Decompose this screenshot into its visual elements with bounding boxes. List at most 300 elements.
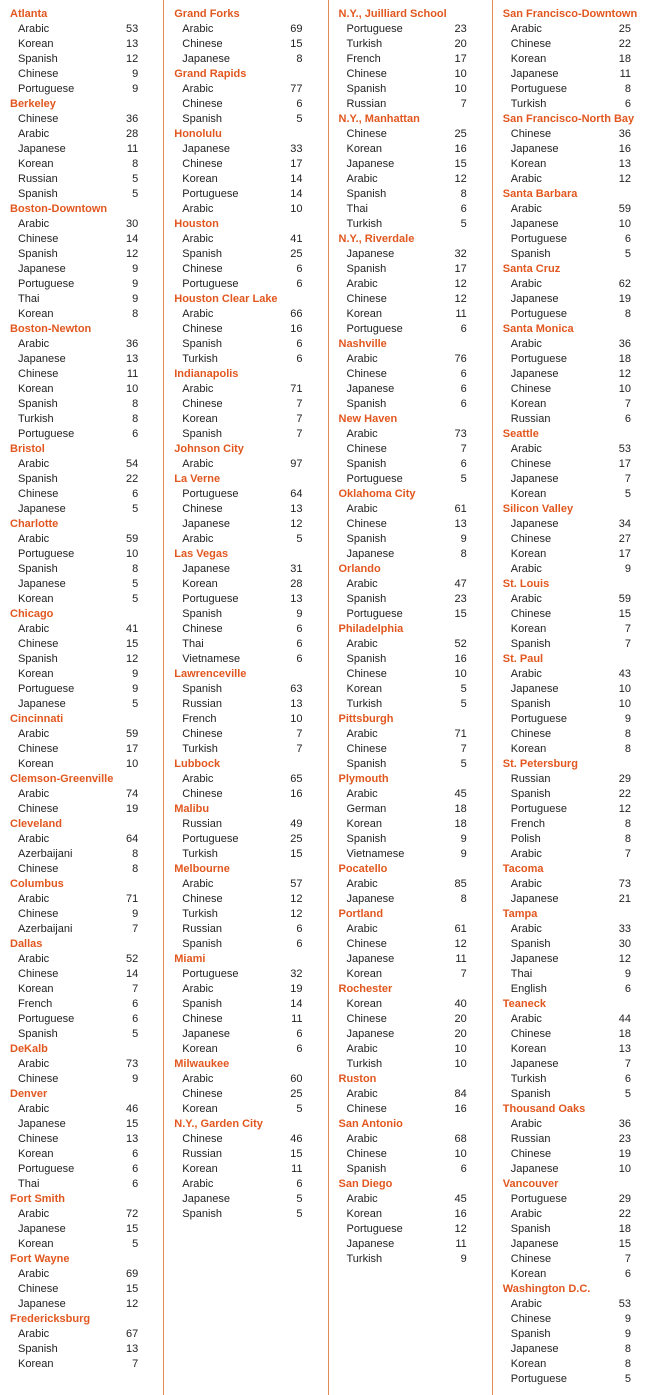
- language-row: [10, 667, 163, 682]
- language-count: 8: [624, 818, 631, 830]
- language-count: 10: [618, 698, 631, 710]
- language-count: 5: [296, 1193, 303, 1205]
- language-row: [339, 397, 492, 412]
- language-name: English: [510, 983, 547, 995]
- language-count: 6: [132, 1148, 139, 1160]
- language-name: Arabic: [346, 923, 378, 935]
- language-name: Chinese: [510, 533, 552, 545]
- language-count: 19: [618, 293, 631, 305]
- language-count: 18: [454, 818, 467, 830]
- language-row: [174, 397, 327, 412]
- language-count: 12: [618, 173, 631, 185]
- language-row: [174, 622, 327, 637]
- language-count: 17: [454, 263, 467, 275]
- language-row: [503, 457, 656, 472]
- language-row: [339, 1207, 492, 1222]
- language-row: [10, 127, 163, 142]
- language-row: [339, 22, 492, 37]
- language-row: [10, 682, 163, 697]
- language-name: Thai: [18, 293, 40, 305]
- language-name: Japanese: [18, 143, 66, 155]
- language-count: 6: [624, 98, 631, 110]
- language-row: [174, 352, 327, 367]
- language-name: Spanish: [346, 188, 387, 200]
- language-row: [10, 367, 163, 382]
- language-count: 54: [126, 458, 139, 470]
- language-row: [339, 892, 492, 907]
- language-name: Korean: [18, 1358, 54, 1370]
- language-row: [10, 52, 163, 67]
- language-row: [503, 1342, 656, 1357]
- language-row: [10, 892, 163, 907]
- language-name: Arabic: [18, 1208, 50, 1220]
- language-name: Chinese: [182, 398, 223, 410]
- language-name: Korean: [346, 143, 382, 155]
- language-count: 9: [132, 278, 139, 290]
- city-name: St. Petersburg: [502, 758, 578, 770]
- language-row: [10, 637, 163, 652]
- language-row: [339, 592, 492, 607]
- language-count: 16: [454, 143, 467, 155]
- language-count: 16: [290, 323, 303, 335]
- language-name: Chinese: [18, 1133, 59, 1145]
- city-name: San Antonio: [338, 1118, 403, 1130]
- city-section: [503, 907, 656, 997]
- language-row: [10, 832, 163, 847]
- language-row: [10, 472, 163, 487]
- language-row: [339, 217, 492, 232]
- language-name: Korean: [18, 158, 54, 170]
- language-row: [10, 1072, 163, 1087]
- language-row: [174, 637, 327, 652]
- language-name: Korean: [510, 743, 547, 755]
- language-name: Arabic: [18, 893, 50, 905]
- language-count: 8: [624, 1343, 631, 1355]
- language-name: Portuguese: [346, 323, 403, 335]
- city-name: Malibu: [174, 803, 210, 815]
- city-name: Columbus: [10, 878, 64, 890]
- language-row: [339, 742, 492, 757]
- language-count: 47: [454, 578, 467, 590]
- language-row: [503, 22, 656, 37]
- city-name: N.Y., Manhattan: [338, 113, 420, 125]
- language-count: 14: [290, 188, 303, 200]
- city-section: [10, 97, 163, 202]
- language-count: 9: [132, 83, 139, 95]
- language-name: Japanese: [346, 158, 395, 170]
- language-count: 8: [460, 893, 467, 905]
- language-count: 41: [290, 233, 303, 245]
- city-section: [10, 817, 163, 877]
- language-count: 59: [126, 533, 139, 545]
- language-count: 6: [296, 98, 303, 110]
- language-row: [174, 322, 327, 337]
- language-row: [174, 1012, 327, 1027]
- language-count: 29: [618, 773, 631, 785]
- language-name: French: [18, 998, 53, 1010]
- city-section: [10, 877, 163, 937]
- language-count: 8: [132, 413, 139, 425]
- city-section: [174, 667, 327, 757]
- language-name: Portuguese: [18, 683, 75, 695]
- language-name: Arabic: [346, 1133, 378, 1145]
- language-row: [174, 502, 327, 517]
- language-name: Arabic: [510, 878, 542, 890]
- language-count: 23: [454, 23, 467, 35]
- language-name: Arabic: [182, 308, 214, 320]
- language-count: 10: [290, 713, 303, 725]
- language-name: Turkish: [182, 743, 218, 755]
- language-count: 64: [126, 833, 139, 845]
- language-name: Spanish: [18, 1028, 58, 1040]
- language-name: Japanese: [510, 1163, 559, 1175]
- language-row: [339, 1012, 492, 1027]
- language-count: 9: [132, 263, 139, 275]
- city-section: [503, 262, 656, 322]
- language-row: [339, 922, 492, 937]
- language-count: 17: [290, 158, 303, 170]
- language-row: [10, 277, 163, 292]
- city-section: [174, 127, 327, 217]
- language-name: Korean: [18, 308, 54, 320]
- language-count: 52: [126, 953, 139, 965]
- language-row: [174, 592, 327, 607]
- language-count: 12: [454, 278, 467, 290]
- language-name: Korean: [510, 488, 547, 500]
- language-count: 10: [454, 83, 467, 95]
- language-row: [10, 967, 163, 982]
- language-count: 5: [460, 698, 467, 710]
- language-name: Spanish: [510, 638, 551, 650]
- language-row: [174, 892, 327, 907]
- language-count: 31: [290, 563, 303, 575]
- language-count: 36: [618, 128, 631, 140]
- language-name: Thai: [18, 1178, 40, 1190]
- city-section: [174, 952, 327, 1057]
- city-section: [503, 652, 656, 757]
- language-name: Japanese: [18, 1298, 66, 1310]
- language-name: Chinese: [182, 623, 223, 635]
- language-name: Turkish: [182, 848, 218, 860]
- language-name: Chinese: [346, 68, 387, 80]
- language-row: [174, 727, 327, 742]
- city-name: Cincinnati: [10, 713, 64, 725]
- language-count: 10: [454, 68, 467, 80]
- language-row: [174, 997, 327, 1012]
- city-name: Fort Smith: [10, 1193, 65, 1205]
- report-column-1: [0, 0, 163, 1395]
- city-section: [503, 1282, 656, 1387]
- language-row: [503, 1072, 656, 1087]
- language-name: Chinese: [182, 263, 223, 275]
- language-name: Chinese: [346, 743, 387, 755]
- language-name: Korean: [346, 683, 382, 695]
- language-row: [339, 607, 492, 622]
- language-count: 16: [454, 1103, 467, 1115]
- language-name: Spanish: [510, 1328, 551, 1340]
- language-name: Arabic: [346, 173, 378, 185]
- language-name: Japanese: [346, 248, 395, 260]
- language-count: 25: [618, 23, 631, 35]
- language-count: 62: [618, 278, 631, 290]
- language-name: German: [346, 803, 387, 815]
- language-row: [339, 442, 492, 457]
- language-row: [339, 697, 492, 712]
- language-count: 36: [618, 338, 631, 350]
- language-count: 17: [618, 548, 631, 560]
- language-count: 14: [290, 998, 303, 1010]
- language-count: 7: [460, 968, 467, 980]
- language-count: 14: [126, 968, 139, 980]
- language-name: Japanese: [346, 893, 395, 905]
- language-name: French: [182, 713, 217, 725]
- city-name: Teaneck: [502, 998, 546, 1010]
- language-name: Turkish: [346, 218, 383, 230]
- city-name: Pittsburgh: [338, 713, 394, 725]
- language-name: Chinese: [18, 488, 59, 500]
- city-section: [503, 1177, 656, 1282]
- language-row: [10, 232, 163, 247]
- language-row: [503, 787, 656, 802]
- language-count: 19: [290, 983, 303, 995]
- language-name: Korean: [182, 578, 218, 590]
- city-section: [10, 1312, 163, 1372]
- language-name: Japanese: [510, 1058, 559, 1070]
- language-name: Arabic: [18, 533, 50, 545]
- language-row: [503, 1147, 656, 1162]
- language-count: 18: [618, 53, 631, 65]
- language-name: Turkish: [346, 698, 383, 710]
- language-count: 8: [132, 308, 139, 320]
- city-name: Rochester: [338, 983, 393, 995]
- language-name: Portuguese: [18, 278, 75, 290]
- language-count: 6: [296, 623, 303, 635]
- language-row: [503, 637, 656, 652]
- language-count: 28: [126, 128, 139, 140]
- city-name: Milwaukee: [174, 1058, 230, 1070]
- language-count: 6: [296, 353, 303, 365]
- language-count: 13: [290, 503, 303, 515]
- language-row: [339, 832, 492, 847]
- language-row: [339, 1162, 492, 1177]
- language-count: 12: [454, 173, 467, 185]
- language-name: Spanish: [510, 698, 551, 710]
- language-name: Russian: [346, 98, 387, 110]
- language-name: Arabic: [346, 788, 378, 800]
- city-name: Nashville: [338, 338, 387, 350]
- language-name: Spanish: [346, 1163, 387, 1175]
- language-count: 77: [290, 83, 303, 95]
- language-count: 10: [126, 383, 139, 395]
- language-name: Japanese: [510, 218, 559, 230]
- language-name: Japanese: [510, 368, 559, 380]
- language-name: Japanese: [346, 953, 395, 965]
- language-count: 7: [132, 1358, 139, 1370]
- language-count: 15: [290, 848, 303, 860]
- language-row: [339, 127, 492, 142]
- language-count: 43: [618, 668, 631, 680]
- language-row: [339, 382, 492, 397]
- language-row: [503, 202, 656, 217]
- language-row: [339, 292, 492, 307]
- language-name: Russian: [510, 413, 551, 425]
- city-section: [10, 517, 163, 607]
- language-row: [174, 412, 327, 427]
- language-count: 7: [624, 473, 631, 485]
- language-row: [503, 982, 656, 997]
- language-count: 10: [290, 203, 303, 215]
- language-name: Spanish: [346, 593, 387, 605]
- language-count: 59: [126, 728, 139, 740]
- language-count: 18: [618, 1028, 631, 1040]
- language-count: 5: [296, 533, 303, 545]
- language-count: 6: [460, 458, 467, 470]
- language-count: 15: [454, 158, 467, 170]
- language-row: [339, 727, 492, 742]
- language-row: [174, 1132, 327, 1147]
- language-row: [10, 652, 163, 667]
- language-name: Spanish: [510, 788, 551, 800]
- language-name: Spanish: [346, 398, 387, 410]
- language-count: 11: [291, 1013, 303, 1025]
- language-name: Spanish: [18, 563, 58, 575]
- city-section: [339, 7, 492, 112]
- language-count: 19: [126, 803, 139, 815]
- language-row: [174, 52, 327, 67]
- language-row: [174, 307, 327, 322]
- city-name: Lawrenceville: [174, 668, 247, 680]
- language-row: [10, 352, 163, 367]
- language-count: 8: [624, 1358, 631, 1370]
- language-name: Portuguese: [346, 608, 403, 620]
- language-count: 18: [618, 1223, 631, 1235]
- language-name: Japanese: [18, 578, 66, 590]
- language-name: Chinese: [510, 458, 552, 470]
- language-name: Portuguese: [510, 713, 568, 725]
- language-name: Portuguese: [18, 83, 75, 95]
- language-name: Arabic: [346, 1088, 378, 1100]
- language-name: Arabic: [182, 773, 214, 785]
- language-row: [174, 427, 327, 442]
- language-row: [503, 67, 656, 82]
- city-section: [339, 232, 492, 337]
- language-name: Spanish: [18, 248, 58, 260]
- language-row: [503, 1312, 656, 1327]
- language-count: 73: [454, 428, 467, 440]
- language-name: Japanese: [510, 293, 559, 305]
- language-count: 53: [618, 1298, 631, 1310]
- language-name: Chinese: [182, 1013, 223, 1025]
- language-row: [10, 337, 163, 352]
- language-row: [503, 397, 656, 412]
- city-name: Berkeley: [10, 98, 56, 110]
- city-section: [503, 577, 656, 652]
- language-count: 7: [132, 983, 139, 995]
- language-row: [10, 457, 163, 472]
- language-row: [503, 952, 656, 967]
- city-name: San Francisco-Downtown: [502, 8, 638, 20]
- language-count: 69: [126, 1268, 139, 1280]
- city-section: [10, 202, 163, 322]
- language-row: [339, 352, 492, 367]
- language-name: Japanese: [510, 518, 559, 530]
- language-name: Korean: [510, 1043, 547, 1055]
- language-name: Spanish: [346, 758, 387, 770]
- language-count: 33: [290, 143, 303, 155]
- language-name: Arabic: [18, 623, 50, 635]
- language-count: 8: [624, 83, 631, 95]
- language-row: [503, 82, 656, 97]
- language-name: Korean: [510, 548, 547, 560]
- language-name: Korean: [510, 53, 547, 65]
- language-row: [339, 817, 492, 832]
- language-count: 9: [132, 668, 139, 680]
- language-row: [10, 172, 163, 187]
- language-name: Arabic: [182, 233, 214, 245]
- language-row: [10, 862, 163, 877]
- language-row: [10, 502, 163, 517]
- city-name: Ruston: [338, 1073, 377, 1085]
- language-row: [339, 262, 492, 277]
- language-name: Portuguese: [346, 23, 403, 35]
- language-name: Chinese: [346, 293, 387, 305]
- language-count: 9: [460, 1253, 467, 1265]
- language-name: Japanese: [182, 1193, 230, 1205]
- language-name: Japanese: [18, 263, 66, 275]
- language-row: [174, 262, 327, 277]
- language-row: [503, 1042, 656, 1057]
- language-row: [339, 247, 492, 262]
- language-name: Portuguese: [346, 1223, 403, 1235]
- language-name: Japanese: [182, 563, 230, 575]
- language-name: Chinese: [18, 638, 59, 650]
- language-name: Korean: [346, 308, 382, 320]
- city-name: Atlanta: [10, 8, 48, 20]
- language-count: 53: [618, 443, 631, 455]
- language-count: 5: [132, 593, 139, 605]
- language-name: Chinese: [182, 1088, 223, 1100]
- language-name: Thai: [182, 638, 204, 650]
- city-name: Houston: [174, 218, 219, 230]
- city-name: Dallas: [10, 938, 43, 950]
- language-name: Arabic: [182, 83, 214, 95]
- language-row: [339, 187, 492, 202]
- language-row: [174, 742, 327, 757]
- language-row: [339, 172, 492, 187]
- language-name: Chinese: [18, 968, 59, 980]
- language-name: Japanese: [510, 953, 559, 965]
- language-count: 8: [296, 53, 303, 65]
- city-section: [174, 1117, 327, 1222]
- language-row: [503, 517, 656, 532]
- language-name: Portuguese: [18, 1013, 75, 1025]
- language-name: Chinese: [182, 323, 223, 335]
- language-count: 8: [132, 398, 139, 410]
- language-count: 15: [290, 1148, 303, 1160]
- language-count: 6: [296, 278, 303, 290]
- city-section: [10, 322, 163, 442]
- language-row: [10, 742, 163, 757]
- language-name: Japanese: [182, 143, 230, 155]
- language-row: [339, 52, 492, 67]
- city-name: Tampa: [502, 908, 538, 920]
- language-row: [10, 1207, 163, 1222]
- language-count: 97: [290, 458, 303, 470]
- language-count: 6: [296, 638, 303, 650]
- language-name: Japanese: [18, 1118, 66, 1130]
- city-section: [174, 367, 327, 442]
- language-row: [174, 817, 327, 832]
